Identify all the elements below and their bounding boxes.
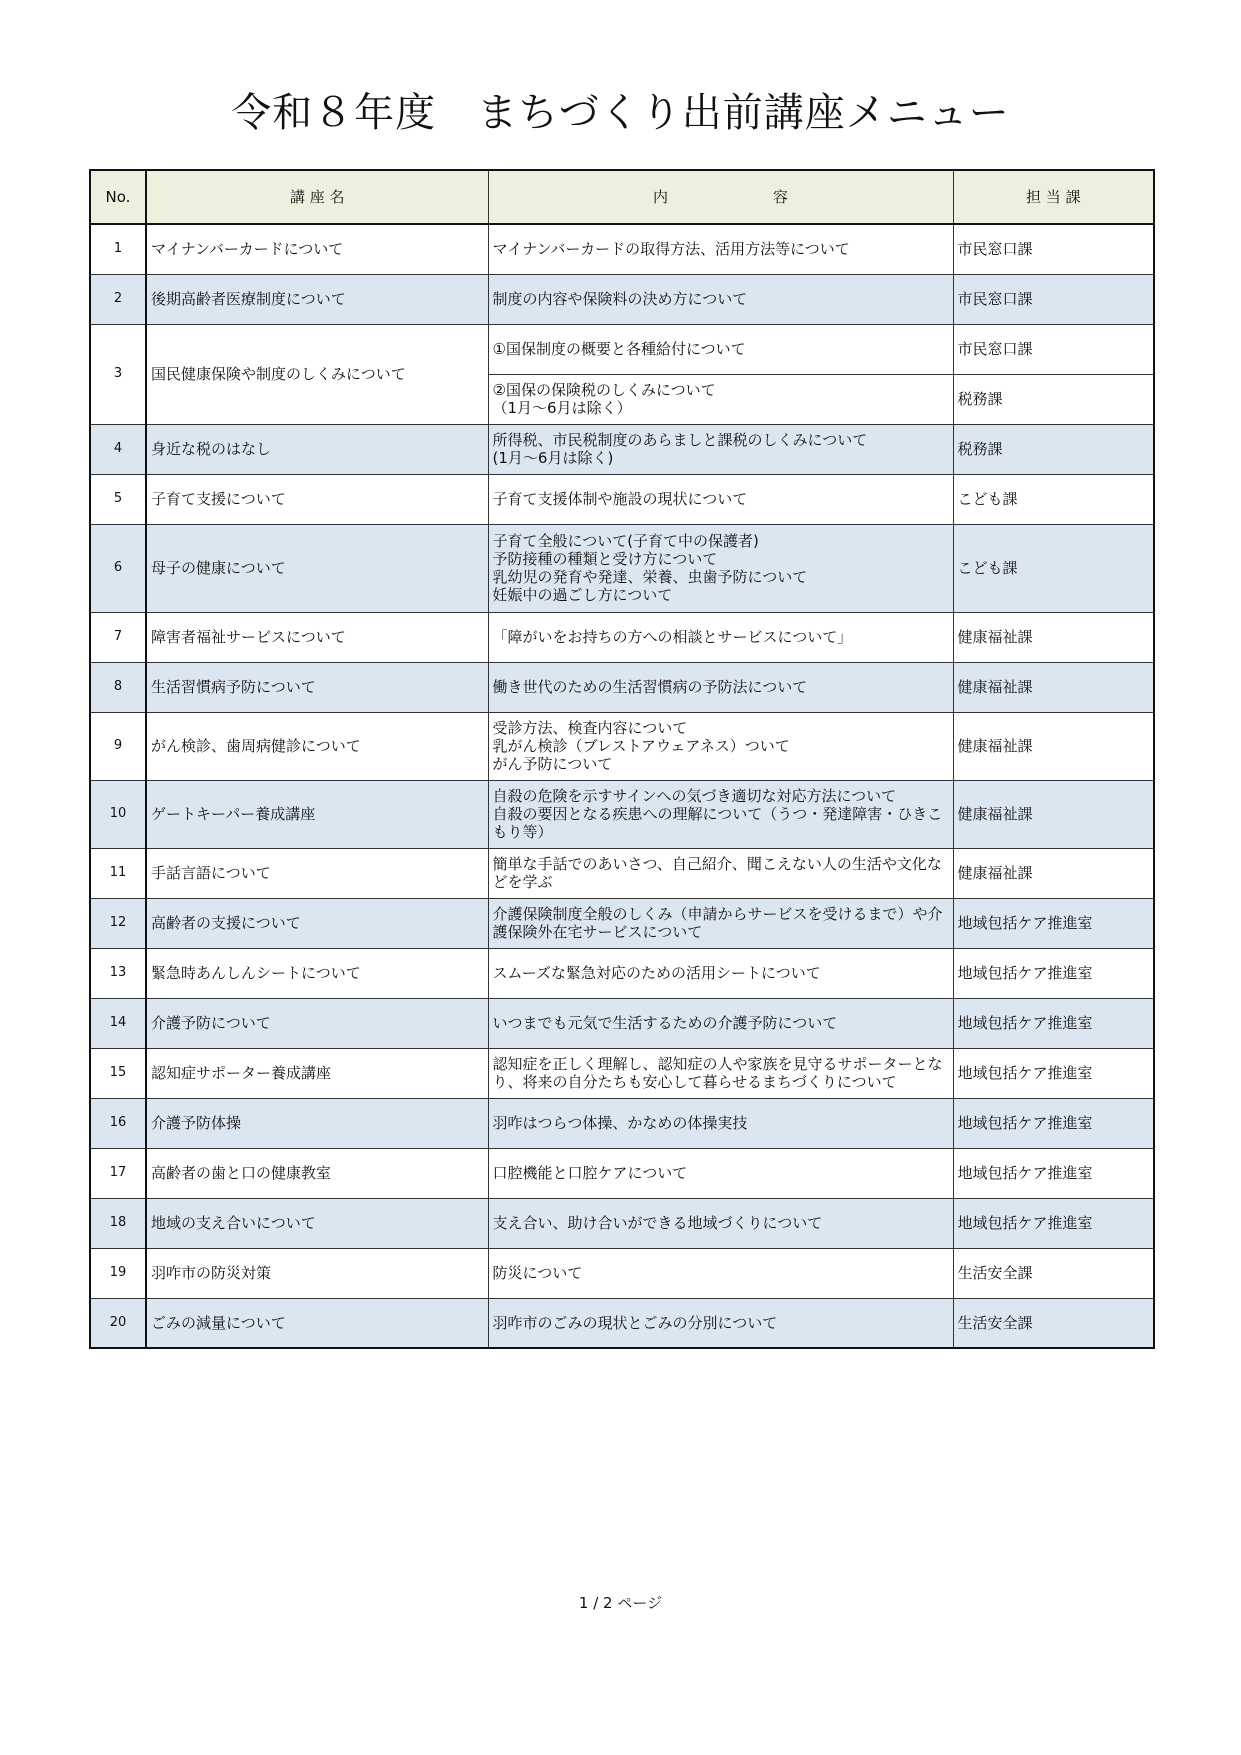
- cell-dept: 健康福祉課: [953, 848, 1154, 898]
- table-row: [90, 898, 1154, 948]
- cell-dept: 健康福祉課: [953, 780, 1154, 848]
- cell-name: ごみの減量について: [146, 1298, 488, 1348]
- cell-name: 地域の支え合いについて: [146, 1198, 488, 1248]
- cell-content: スムーズな緊急対応のための活用シートについて: [488, 948, 953, 998]
- table-row: [90, 780, 1154, 848]
- table-row: [90, 274, 1154, 324]
- cell-no: 20: [90, 1298, 146, 1348]
- cell-name: 羽咋市の防災対策: [146, 1248, 488, 1298]
- cell-name: 高齢者の支援について: [146, 898, 488, 948]
- cell-name: 介護予防体操: [146, 1098, 488, 1148]
- table-row: [90, 948, 1154, 998]
- cell-content: 介護保険制度全般のしくみ（申請からサービスを受けるまで）や介護保険外在宅サービスについて: [488, 898, 953, 948]
- cell-name: 介護予防について: [146, 998, 488, 1048]
- cell-content: 子育て支援体制や施設の現状について: [488, 474, 953, 524]
- cell-content: ②国保の保険税のしくみについて （1月～6月は除く）: [488, 374, 953, 424]
- cell-content: 制度の内容や保険料の決め方について: [488, 274, 953, 324]
- cell-name: 母子の健康について: [146, 524, 488, 612]
- cell-no: 17: [90, 1148, 146, 1198]
- cell-dept: 地域包括ケア推進室: [953, 898, 1154, 948]
- cell-no: 6: [90, 524, 146, 612]
- cell-name: 後期高齢者医療制度について: [146, 274, 488, 324]
- cell-name: 高齢者の歯と口の健康教室: [146, 1148, 488, 1198]
- table-row: [90, 612, 1154, 662]
- cell-no: 13: [90, 948, 146, 998]
- cell-content: 防災について: [488, 1248, 953, 1298]
- table-row: [90, 1248, 1154, 1298]
- cell-content: 認知症を正しく理解し、認知症の人や家族を見守るサポーターとなり、将来の自分たちも安心して暮らせるまちづくりについて: [488, 1048, 953, 1098]
- cell-dept: 税務課: [953, 424, 1154, 474]
- cell-name: 認知症サポーター養成講座: [146, 1048, 488, 1098]
- table-row: [90, 1048, 1154, 1098]
- cell-content: 働き世代のための生活習慣病の予防法について: [488, 662, 953, 712]
- cell-no: 9: [90, 712, 146, 780]
- cell-content: 口腔機能と口腔ケアについて: [488, 1148, 953, 1198]
- cell-content: いつまでも元気で生活するための介護予防について: [488, 998, 953, 1048]
- cell-dept: 地域包括ケア推進室: [953, 1098, 1154, 1148]
- table-row: [90, 1298, 1154, 1348]
- cell-name: 緊急時あんしんシートについて: [146, 948, 488, 998]
- header-dept: 担 当 課: [953, 170, 1154, 224]
- cell-dept: 税務課: [953, 374, 1154, 424]
- cell-dept: こども課: [953, 524, 1154, 612]
- cell-content: マイナンバーカードの取得方法、活用方法等について: [488, 224, 953, 274]
- cell-name: 国民健康保険や制度のしくみについて: [146, 324, 488, 424]
- cell-content: 支え合い、助け合いができる地域づくりについて: [488, 1198, 953, 1248]
- cell-dept: 地域包括ケア推進室: [953, 1198, 1154, 1248]
- table-row: [90, 662, 1154, 712]
- cell-name: ゲートキーパー養成講座: [146, 780, 488, 848]
- cell-name: 障害者福祉サービスについて: [146, 612, 488, 662]
- table-row: [90, 1198, 1154, 1248]
- cell-content: 簡単な手話でのあいさつ、自己紹介、聞こえない人の生活や文化などを学ぶ: [488, 848, 953, 898]
- cell-dept: 地域包括ケア推進室: [953, 1148, 1154, 1198]
- cell-name: 手話言語について: [146, 848, 488, 898]
- cell-no: 15: [90, 1048, 146, 1098]
- cell-no: 4: [90, 424, 146, 474]
- cell-content: 「障がいをお持ちの方への相談とサービスについて」: [488, 612, 953, 662]
- page-number: 1 / 2 ページ: [578, 1594, 663, 1612]
- table-row: [90, 224, 1154, 274]
- cell-no: 1: [90, 224, 146, 274]
- lecture-menu-table: [89, 169, 1155, 1349]
- cell-content: ①国保制度の概要と各種給付について: [488, 324, 953, 374]
- table-row: [90, 848, 1154, 898]
- table-header-row: [90, 170, 1154, 224]
- cell-name: マイナンバーカードについて: [146, 224, 488, 274]
- cell-dept: 地域包括ケア推進室: [953, 998, 1154, 1048]
- cell-dept: 健康福祉課: [953, 662, 1154, 712]
- cell-no: 18: [90, 1198, 146, 1248]
- cell-content: 羽咋はつらつ体操、かなめの体操実技: [488, 1098, 953, 1148]
- cell-no: 2: [90, 274, 146, 324]
- table-row: [90, 998, 1154, 1048]
- cell-no: 7: [90, 612, 146, 662]
- cell-dept: 生活安全課: [953, 1298, 1154, 1348]
- table-row: [90, 324, 1154, 374]
- cell-dept: 健康福祉課: [953, 612, 1154, 662]
- table-row: [90, 424, 1154, 474]
- cell-no: 10: [90, 780, 146, 848]
- cell-content: 羽咋市のごみの現状とごみの分別について: [488, 1298, 953, 1348]
- cell-no: 14: [90, 998, 146, 1048]
- header-no: No.: [90, 170, 146, 224]
- cell-content: 所得税、市民税制度のあらましと課税のしくみについて (1月～6月は除く): [488, 424, 953, 474]
- table-row: [90, 474, 1154, 524]
- cell-dept: 健康福祉課: [953, 712, 1154, 780]
- cell-no: 12: [90, 898, 146, 948]
- cell-dept: 地域包括ケア推進室: [953, 948, 1154, 998]
- cell-name: 子育て支援について: [146, 474, 488, 524]
- cell-name: がん検診、歯周病健診について: [146, 712, 488, 780]
- cell-no: 16: [90, 1098, 146, 1148]
- cell-content: 子育て全般について(子育て中の保護者) 予防接種の種類と受け方について 乳幼児の発育や発達、栄養、虫歯予防について 妊娠中の過ごし方について: [488, 524, 953, 612]
- cell-no: 19: [90, 1248, 146, 1298]
- header-name: 講 座 名: [146, 170, 488, 224]
- cell-name: 生活習慣病予防について: [146, 662, 488, 712]
- table-row: [90, 1098, 1154, 1148]
- cell-no: 5: [90, 474, 146, 524]
- cell-dept: 生活安全課: [953, 1248, 1154, 1298]
- cell-name: 身近な税のはなし: [146, 424, 488, 474]
- cell-no: 8: [90, 662, 146, 712]
- cell-dept: 地域包括ケア推進室: [953, 1048, 1154, 1098]
- cell-no: 3: [90, 324, 146, 424]
- cell-dept: 市民窓口課: [953, 274, 1154, 324]
- cell-no: 11: [90, 848, 146, 898]
- page-title: 令和８年度 まちづくり出前講座メニュー: [231, 90, 1010, 136]
- table-row: [90, 1148, 1154, 1198]
- cell-dept: 市民窓口課: [953, 324, 1154, 374]
- cell-content: 自殺の危険を示すサインへの気づき適切な対応方法について 自殺の要因となる疾患への理解について（うつ・発達障害・ひきこもり等）: [488, 780, 953, 848]
- header-content: 内 容: [488, 170, 953, 224]
- table-row: [90, 712, 1154, 780]
- table-row: [90, 524, 1154, 612]
- cell-content: 受診方法、検査内容について 乳がん検診（ブレストアウェアネス）ついて がん予防について: [488, 712, 953, 780]
- cell-dept: 市民窓口課: [953, 224, 1154, 274]
- cell-dept: こども課: [953, 474, 1154, 524]
